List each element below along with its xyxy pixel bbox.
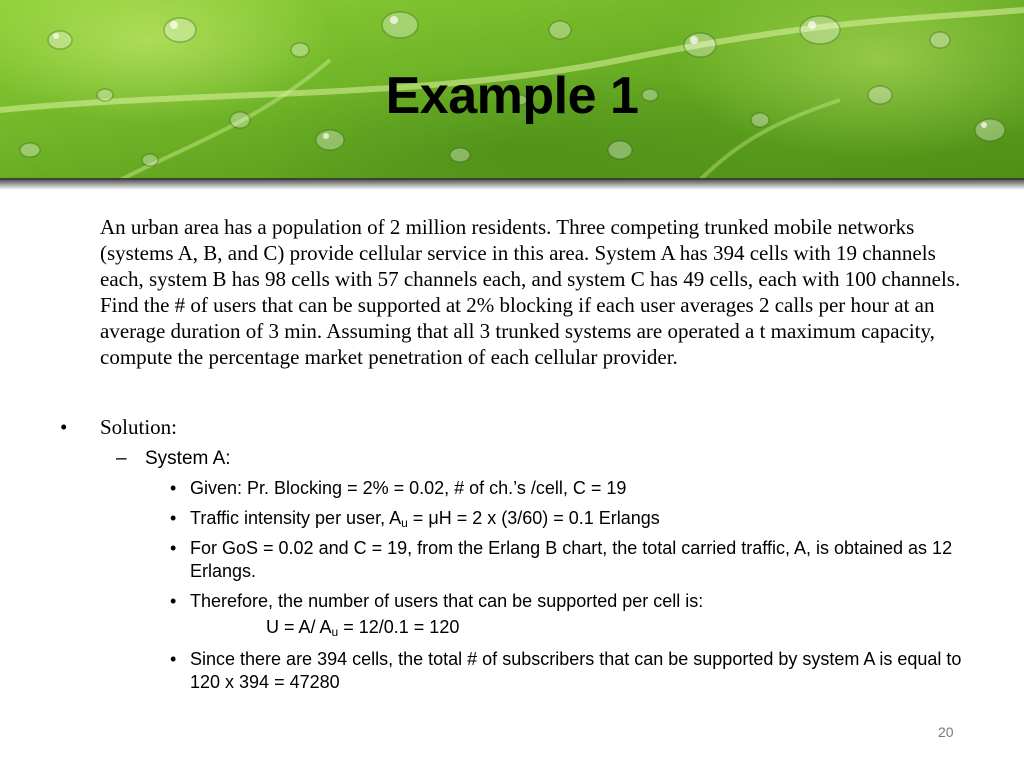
page-number: 20 xyxy=(938,724,954,740)
list-item-since xyxy=(170,648,970,694)
bullet-dot: • xyxy=(170,591,177,611)
header-banner xyxy=(0,0,1024,180)
list-item-given xyxy=(170,477,970,500)
since-text: Since there are 394 cells, the total # of subscribers that can be supported by system A is equal to 120 x 394 = 47280 xyxy=(190,649,962,692)
formula-prefix: U = A/ A xyxy=(266,617,332,637)
mu-symbol: μ xyxy=(428,508,439,528)
traffic-equals: = xyxy=(407,508,429,528)
therefore-text: Therefore, the number of users that can be supported per cell is: xyxy=(190,591,704,611)
formula-rest: = 12/0.1 = 120 xyxy=(338,617,460,637)
problem-statement: An urban area has a population of 2 million residents. Three competing trunked mobile networks (systems A, B, and C) provide cellular service in this area. System A has 394 cells with 19 channels each, system B has 98 cells with 57 channels each, and system C has 49 cells, each with 100 channels. Find the # of users that can be supported at 2% blocking if each user averages 2 calls per hour at an average duration of 3 min. Assuming that all 3 trunked systems are operated a t maximum capacity, compute the percentage market penetration of each cellular provider. xyxy=(100,215,961,369)
bullet-dot: • xyxy=(170,478,177,498)
formula-subscript: u xyxy=(331,625,339,639)
header-shadow xyxy=(0,178,1024,190)
bullet-dot: • xyxy=(60,415,68,439)
traffic-text-rest: H = 2 x (3/60) = 0.1 Erlangs xyxy=(438,508,660,528)
traffic-text-prefix: Traffic intensity per user, A xyxy=(190,508,402,528)
solution-label: Solution: xyxy=(100,415,178,439)
list-item-therefore xyxy=(170,590,970,613)
bullet-dot: • xyxy=(170,538,177,558)
bullet-dot: • xyxy=(170,508,177,528)
given-text: Given: Pr. Blocking = 2% = 0.02, # of ch.’s /cell, C = 19 xyxy=(190,478,627,498)
system-a-details xyxy=(170,477,970,701)
slide-title: Example 1 xyxy=(385,67,639,125)
gos-text: For GoS = 0.02 and C = 19, from the Erlang B chart, the total carried traffic, A, is obtained as 12 Erlangs. xyxy=(190,538,953,581)
bullet-dot: • xyxy=(170,649,177,669)
dash-marker: – xyxy=(116,448,127,469)
system-a-label: System A: xyxy=(145,448,231,469)
users-per-cell-formula xyxy=(170,616,970,639)
list-item-traffic xyxy=(170,507,970,530)
traffic-subscript: u xyxy=(401,516,408,530)
list-item-gos xyxy=(170,537,970,583)
